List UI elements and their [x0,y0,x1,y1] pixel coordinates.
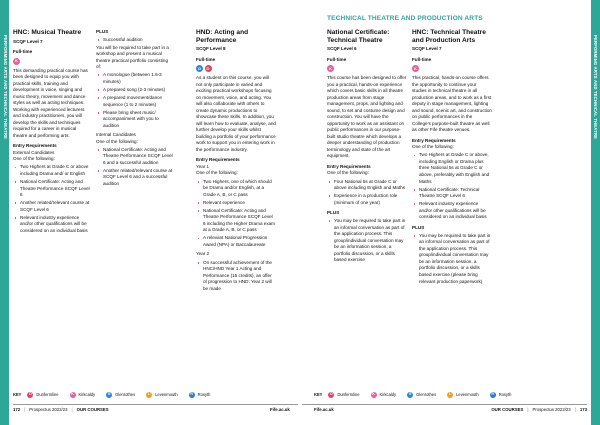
scqf-level: SCQF Level 8 [196,46,226,52]
list-item: Experience in a production role (minimum of one year) [327,193,407,206]
year-2-list [196,260,276,293]
study-mode: Full-time [412,56,432,62]
section-heading: TECHNICAL THEATRE AND PRODUCTION ARTS [327,15,483,22]
footer-left [13,407,109,413]
course-description: This demanding practical course has been designed to equip you with practical skills, training and development in voice, singing and music theory, movement and dance styles as well as acting techniques. Working with experienced lecturers and industry practitioners, you will develop the skills and techniques required for a career in musical theatre and performing arts. [13,67,88,138]
course-hnc-musical-theatre-continued [96,29,174,188]
key-text-rosyth: Rosyth [498,392,512,398]
key-badge-glenrothes: G [107,392,111,397]
key-text-kirkcaldy: Kirkcaldy [379,392,397,398]
campus-badges [327,65,407,72]
campus-badge-glenrothes: G [197,65,202,71]
campus-key-right [314,392,519,398]
website-link-left[interactable]: Fife.ac.uk [270,407,290,412]
key-text-dunfermline: Dunfermline [337,392,360,398]
list-item: Another related/relevant course at SCQF Level 6 and a successful audition [96,168,174,188]
course-title: HNC: Musical Theatre [13,29,82,36]
course-nc-technical-theatre [327,29,407,264]
prospectus-label: Prospectus 2022/23 [532,407,571,412]
campus-badges [412,65,492,72]
course-title: National Certificate: Technical Theatre [327,29,390,44]
scqf-level: SCQF Level 6 [327,46,357,52]
list-item: Two Highers at Grade C or above, including English or Drama plus three National 5s at Grade C or above, preferably with English and Maths [412,152,492,185]
list-item: National Certificate: Acting and Theatre Performance SCQF Level 6 including the Higher Drama exam at a Grade A, B, or C pass [196,208,276,234]
key-text-levenmouth: Levenmouth [155,392,178,398]
key-badge-levenmouth: L [148,392,151,397]
website-link-right[interactable]: Fife.ac.uk [314,407,334,412]
audition-description: You will be required to take part in a workshop and present a musical theatre practical portfolio consisting of: [96,44,169,70]
list-item: Relevant experience [196,200,276,207]
right-side-label: PERFORMING ARTS AND TECHNICAL THEATRE [593,35,598,140]
list-item: National Certificate: Acting and Theatre Performance SCQF Level 6 [13,179,90,199]
study-mode: Full-time [327,56,347,62]
list-item: Successful audition [96,37,174,44]
internal-candidates-heading: Internal Candidates [96,132,136,138]
key-badge-dunfermline: D [330,392,333,397]
footer-right [491,407,587,413]
separator: | [24,407,26,412]
study-mode: Full-time [196,56,216,62]
requirements-list [196,179,276,249]
list-item: A prepared movement/dance sequence (1 to 2 minutes) [96,95,174,108]
list-item: Relevant industry experience and/or other qualifications will be considered on an individual basis [412,201,492,221]
key-text-levenmouth: Levenmouth [456,392,479,398]
course-description: This course has been designed to offer you a practical, hands-on experience which covers basic skills in all theatre production areas from stage management, props, and lighting and sound, to set and costume design and construction. You will have the opportunity to work as an assistant on public performances in our purpose-built studio theatre which develops a deeper understanding of production terminology and state of the art equipment. [327,75,407,159]
requirements-list [13,164,90,234]
key-badge-levenmouth: L [449,392,452,397]
our-courses-label: OUR COURSES [76,407,109,412]
key-badge-glenrothes: G [408,392,412,397]
campus-badges [196,65,276,72]
one-of-following: One of the following: [13,156,55,162]
course-hnc-musical-theatre [13,29,90,234]
list-item: A monologue (between 1.5-3 minutes) [96,72,174,85]
key-badge-kirkcaldy: K [71,392,74,397]
list-item: Another related/relevant course at SCQF Level 6 [13,200,90,213]
campus-badges [13,58,90,65]
list-item: Two Highers at Grade C or above including Drama and/ or English [13,164,90,177]
one-of-following: One of the following: [327,170,369,176]
page-number: 172 [13,407,21,412]
key-text-glenrothes: Glenrothes [115,392,136,398]
list-item: National Certificate: Technical Theatre SCQF Level 6 [412,187,492,200]
list-item: A relevant National Progression Award (NPA) or Baccalaureate [196,235,276,248]
footer-rule-left [13,404,298,405]
scqf-level: SCQF Level 7 [412,46,442,52]
list-item: Two Highers, one of which should be Drama and/or English, at a Grade A, B, or C pass [196,179,276,199]
key-label: KEY [314,392,323,398]
footer-rule-right [302,404,587,405]
internal-requirements-list [96,147,174,188]
separator: | [527,407,529,412]
plus-list [96,37,174,44]
scqf-level: SCQF Level 7 [13,38,43,44]
list-item: Four National 5s at Grade C or above including English and Maths [327,179,407,192]
plus-list [412,233,492,285]
requirements-list [412,152,492,220]
study-mode: Full-time [13,49,33,55]
campus-badge-kirkcaldy: K [327,65,334,72]
campus-badge-dunfermline: D [205,65,212,72]
entry-requirements-heading: Entry Requirements [13,143,57,149]
campus-key-left [13,392,218,398]
course-hnd-acting-performance [196,29,276,292]
page-number: 173 [579,407,587,412]
left-side-label: PERFORMING ARTS AND TECHNICAL THEATRE [2,35,8,140]
our-courses-label: OUR COURSES [491,407,524,412]
plus-heading: PLUS [327,210,340,216]
portfolio-list [96,72,174,129]
one-of-following: One of the following: [412,144,454,150]
entry-requirements-heading: Entry Requirements [327,163,371,169]
course-description: As a student on this course, you will not only participate in varied and exciting practical workshops focusing on movement, voice, and acting. You will also collaborate with others to create dynamic productions to showcase these skills. In addition, you will learn how to evaluate, analyse, and further develop your skills whilst building a portfolio of your performance work to support you in entering work in the performance industry. [196,75,276,152]
course-description: This practical, hands-on course offers the opportunity to continue your studies in technical theatre in all production areas, and to work as a first deputy in stage management, lighting and sound, scenic art, and construction on public performances in the College's purpose-built theatre as well as other Fife theatre venues. [412,75,492,133]
plus-heading: PLUS [96,29,109,34]
list-item: On successful achievement of the HNC/HND Year 1 Acting and Performance (15 credits), an offer of progression to HND: Year 2 will be made [196,260,276,293]
separator: | [574,407,576,412]
list-item: A prepared song (2-3 minutes) [96,87,174,94]
plus-list [327,218,407,264]
one-of-following: One of the following: [96,138,138,144]
external-candidates-heading: External Candidates [13,149,55,155]
key-badge-kirkcaldy: K [372,392,375,397]
key-label: KEY [13,392,22,398]
plus-heading: PLUS [412,224,425,230]
key-text-glenrothes: Glenrothes [416,392,437,398]
key-text-dunfermline: Dunfermline [36,392,59,398]
requirements-list [327,179,407,207]
key-badge-rosyth: R [190,392,193,397]
key-text-rosyth: Rosyth [197,392,211,398]
course-title: HNC: Technical Theatre and Production Arts [412,29,486,44]
entry-requirements-heading: Entry Requirements [196,157,240,163]
list-item: You may be required to take part in an informal conversation as part of the application process. This group/individual conversation may be an information session, a portfolio discussion, or a skills based exercise (please bring relevant production paperwork) [412,233,492,285]
year-2-heading: Year 2 [196,251,210,257]
course-title: HND: Acting and Performance [196,29,249,44]
year-1-heading: Year 1 [196,163,210,169]
key-text-kirkcaldy: Kirkcaldy [78,392,96,398]
list-item: Relevant industry experience and/or other qualifications will be considered on an individual basis [13,215,90,235]
list-item: You may be required to take part in an informal conversation as part of the application process. This group/individual conversation may be an information session, a portfolio discussion, or a skills based exercise [327,218,407,264]
entry-requirements-heading: Entry Requirements [412,137,456,143]
list-item: National Certificate: Acting and Theatre Performance SCQF Level 6 and a successful audition [96,147,174,167]
campus-badge-kirkcaldy: K [412,65,419,72]
prospectus-label: Prospectus 2022/23 [29,407,68,412]
campus-badge-kirkcaldy: K [13,58,20,65]
one-of-following: One of the following: [196,170,238,176]
separator: | [71,407,73,412]
course-hnc-technical-theatre-production-arts [412,29,492,285]
key-badge-dunfermline: D [29,392,32,397]
key-badge-rosyth: R [491,392,494,397]
list-item: Please bring sheet music/ accompaniment with you to audition [96,110,174,130]
